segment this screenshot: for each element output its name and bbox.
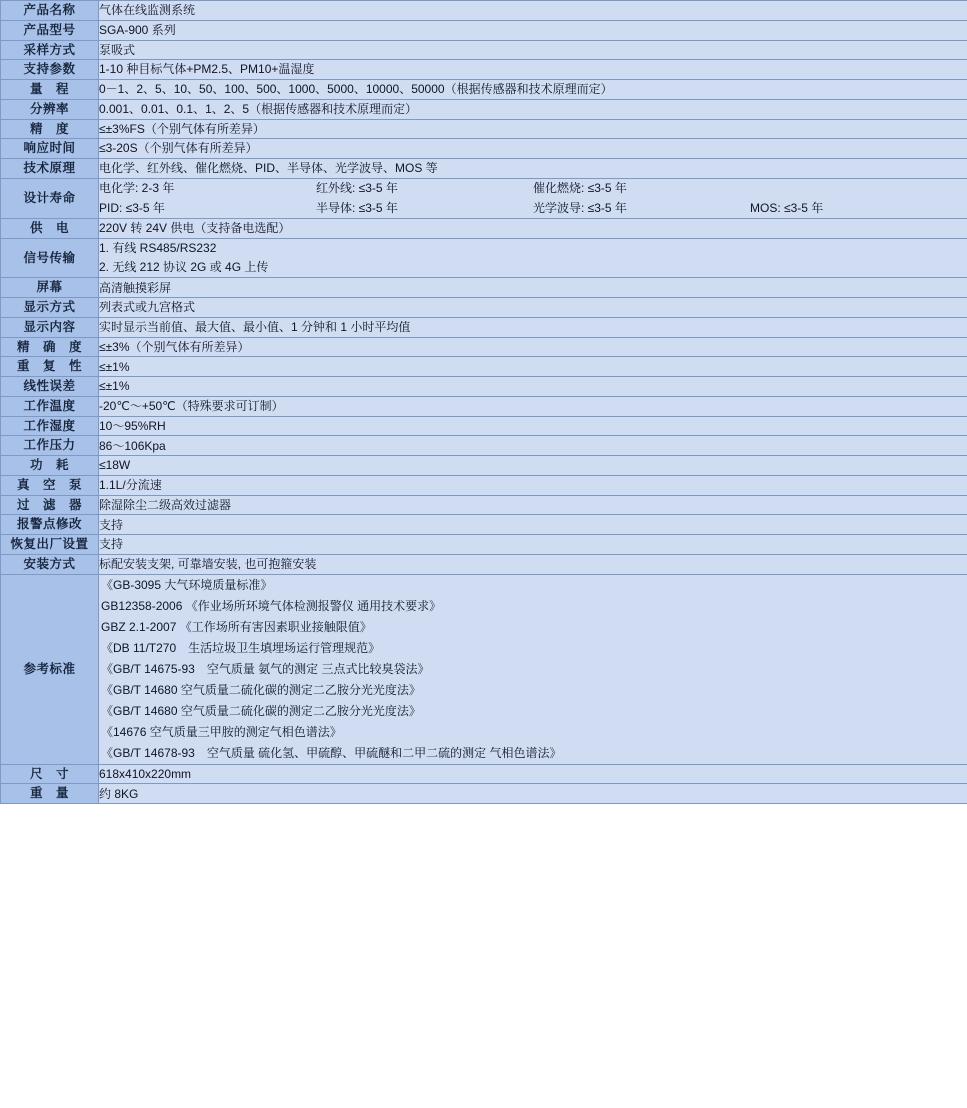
table-row	[1, 475, 967, 495]
row-label-power-supply: 供 电	[1, 219, 99, 239]
row-label-precision: 精 确 度	[1, 337, 99, 357]
table-row	[1, 178, 967, 219]
table-row	[1, 377, 967, 397]
row-label-working-pressure: 工作压力	[1, 436, 99, 456]
design-life-blank	[750, 179, 967, 199]
reference-standard-item: 《14676 空气质量三甲胺的测定气相色谱法》	[101, 724, 342, 739]
row-label-response-time: 响应时间	[1, 139, 99, 159]
row-label-accuracy: 精 度	[1, 119, 99, 139]
design-life-optical-waveguide: 光学波导: ≤3-5 年	[533, 200, 627, 215]
row-value-filter: 除湿除尘二级高效过滤器	[99, 495, 967, 515]
row-label-power-consumption: 功 耗	[1, 456, 99, 476]
table-row	[1, 554, 967, 574]
table-row	[1, 80, 967, 100]
row-value-vacuum-pump: 1.1L/分流速	[99, 475, 967, 495]
table-row	[1, 219, 967, 239]
row-label-factory-reset: 恢复出厂设置	[1, 535, 99, 555]
table-row	[1, 337, 967, 357]
row-value-display-content: 实时显示当前值、最大值、最小值、1 分钟和 1 小时平均值	[99, 317, 967, 337]
reference-standard-item: 《GB-3095 大气环境质量标准》	[101, 577, 273, 592]
row-label-weight: 重 量	[1, 784, 99, 804]
row-value-signal-transmission	[99, 239, 967, 278]
table-row	[1, 40, 967, 60]
design-life-grid	[99, 179, 967, 219]
row-label-signal-transmission: 信号传输	[1, 239, 99, 278]
row-value-response-time: ≤3-20S（个别气体有所差异）	[99, 139, 967, 159]
table-row	[1, 1, 967, 21]
reference-standard-item: 《GB/T 14675-93 空气质量 氨气的测定 三点式比较臭袋法》	[101, 661, 430, 676]
table-row	[1, 317, 967, 337]
table-row	[1, 119, 967, 139]
design-life-line-1	[99, 179, 967, 199]
row-value-display-mode: 列表式或九宫格式	[99, 298, 967, 318]
signal-transmission-list	[99, 239, 967, 277]
reference-standard-item: GBZ 2.1-2007 《工作场所有害因素职业接触限值》	[101, 619, 372, 634]
table-row	[1, 20, 967, 40]
table-row	[1, 764, 967, 784]
row-value-precision: ≤±3%（个别气体有所差异）	[99, 337, 967, 357]
table-row	[1, 515, 967, 535]
row-value-repeatability: ≤±1%	[99, 357, 967, 377]
table-row	[1, 574, 967, 764]
table-row	[1, 535, 967, 555]
row-value-power-consumption: ≤18W	[99, 456, 967, 476]
table-row	[1, 139, 967, 159]
design-life-catalytic: 催化燃烧: ≤3-5 年	[533, 180, 627, 195]
row-label-working-humidity: 工作湿度	[1, 416, 99, 436]
row-value-factory-reset: 支持	[99, 535, 967, 555]
row-value-supported-parameters: 1-10 种目标气体+PM2.5、PM10+温湿度	[99, 60, 967, 80]
design-life-line-2	[99, 199, 967, 219]
table-row	[1, 278, 967, 298]
row-value-sampling-method: 泵吸式	[99, 40, 967, 60]
row-label-product-model: 产品型号	[1, 20, 99, 40]
row-value-installation-method: 标配安装支架, 可靠墙安装, 也可抱箍安装	[99, 554, 967, 574]
row-label-linearity-error: 线性误差	[1, 377, 99, 397]
row-value-working-pressure: 86～106Kpa	[99, 436, 967, 456]
design-life-mos: MOS: ≤3-5 年	[750, 200, 824, 215]
row-value-working-temperature: -20℃～+50℃（特殊要求可订制）	[99, 396, 967, 416]
row-value-working-humidity: 10～95%RH	[99, 416, 967, 436]
row-value-product-name: 气体在线监测系统	[99, 1, 967, 21]
table-row	[1, 456, 967, 476]
row-value-resolution: 0.001、0.01、0.1、1、2、5（根据传感器和技术原理而定）	[99, 99, 967, 119]
table-row	[1, 396, 967, 416]
row-label-supported-parameters: 支持参数	[1, 60, 99, 80]
table-row	[1, 60, 967, 80]
design-life-semiconductor: 半导体: ≤3-5 年	[316, 200, 398, 215]
design-life-pid: PID: ≤3-5 年	[99, 200, 165, 215]
row-label-repeatability: 重 复 性	[1, 357, 99, 377]
table-row	[1, 159, 967, 179]
signal-transmission-item: 1. 有线 RS485/RS232	[99, 241, 217, 256]
row-value-linearity-error: ≤±1%	[99, 377, 967, 397]
row-label-screen: 屏幕	[1, 278, 99, 298]
row-label-design-life: 设计寿命	[1, 178, 99, 219]
table-row	[1, 436, 967, 456]
table-row	[1, 99, 967, 119]
reference-standard-item: 《GB/T 14680 空气质量二硫化碳的测定二乙胺分光光度法》	[101, 682, 421, 697]
row-label-technical-principle: 技术原理	[1, 159, 99, 179]
row-label-filter: 过 滤 器	[1, 495, 99, 515]
row-value-technical-principle: 电化学、红外线、催化燃烧、PID、半导体、光学波导、MOS 等	[99, 159, 967, 179]
row-value-design-life	[99, 178, 967, 219]
row-value-dimensions: 618x410x220mm	[99, 764, 967, 784]
row-label-display-content: 显示内容	[1, 317, 99, 337]
row-value-product-model: SGA-900 系列	[99, 20, 967, 40]
row-label-dimensions: 尺 寸	[1, 764, 99, 784]
row-value-screen: 高清触摸彩屏	[99, 278, 967, 298]
row-value-power-supply: 220V 转 24V 供电（支持备电选配）	[99, 219, 967, 239]
row-value-weight: 约 8KG	[99, 784, 967, 804]
design-life-infrared: 红外线: ≤3-5 年	[316, 180, 398, 195]
reference-standard-item: GB12358-2006 《作业场所环境气体检测报警仪 通用技术要求》	[101, 598, 442, 613]
row-label-vacuum-pump: 真 空 泵	[1, 475, 99, 495]
reference-standard-item: 《DB 11/T270 生活垃圾卫生填埋场运行管理规范》	[101, 640, 381, 655]
row-value-range: 0－1、2、5、10、50、100、500、1000、5000、10000、50000（根据传感器和技术原理而定）	[99, 80, 967, 100]
row-label-working-temperature: 工作温度	[1, 396, 99, 416]
row-value-reference-standards	[99, 574, 967, 764]
table-row	[1, 495, 967, 515]
reference-standard-item: 《GB/T 14678-93 空气质量 硫化氢、甲硫醇、甲硫醚和二甲二硫的测定 气相色谱法》	[101, 745, 562, 760]
table-row	[1, 357, 967, 377]
row-label-resolution: 分辨率	[1, 99, 99, 119]
table-row	[1, 784, 967, 804]
design-life-electrochemical: 电化学: 2-3 年	[99, 180, 175, 195]
table-row	[1, 298, 967, 318]
reference-standards-list	[99, 575, 967, 764]
reference-standard-item: 《GB/T 14680 空气质量二硫化碳的测定二乙胺分光光度法》	[101, 703, 421, 718]
row-label-installation-method: 安装方式	[1, 554, 99, 574]
row-label-product-name: 产品名称	[1, 1, 99, 21]
row-value-accuracy: ≤±3%FS（个别气体有所差异）	[99, 119, 967, 139]
row-label-reference-standards: 参考标准	[1, 574, 99, 764]
signal-transmission-item: 2. 无线 212 协议 2G 或 4G 上传	[99, 260, 269, 275]
row-label-sampling-method: 采样方式	[1, 40, 99, 60]
row-value-alarm-point-modification: 支持	[99, 515, 967, 535]
table-row	[1, 416, 967, 436]
row-label-display-mode: 显示方式	[1, 298, 99, 318]
row-label-alarm-point-modification: 报警点修改	[1, 515, 99, 535]
table-row	[1, 239, 967, 278]
row-label-range: 量 程	[1, 80, 99, 100]
